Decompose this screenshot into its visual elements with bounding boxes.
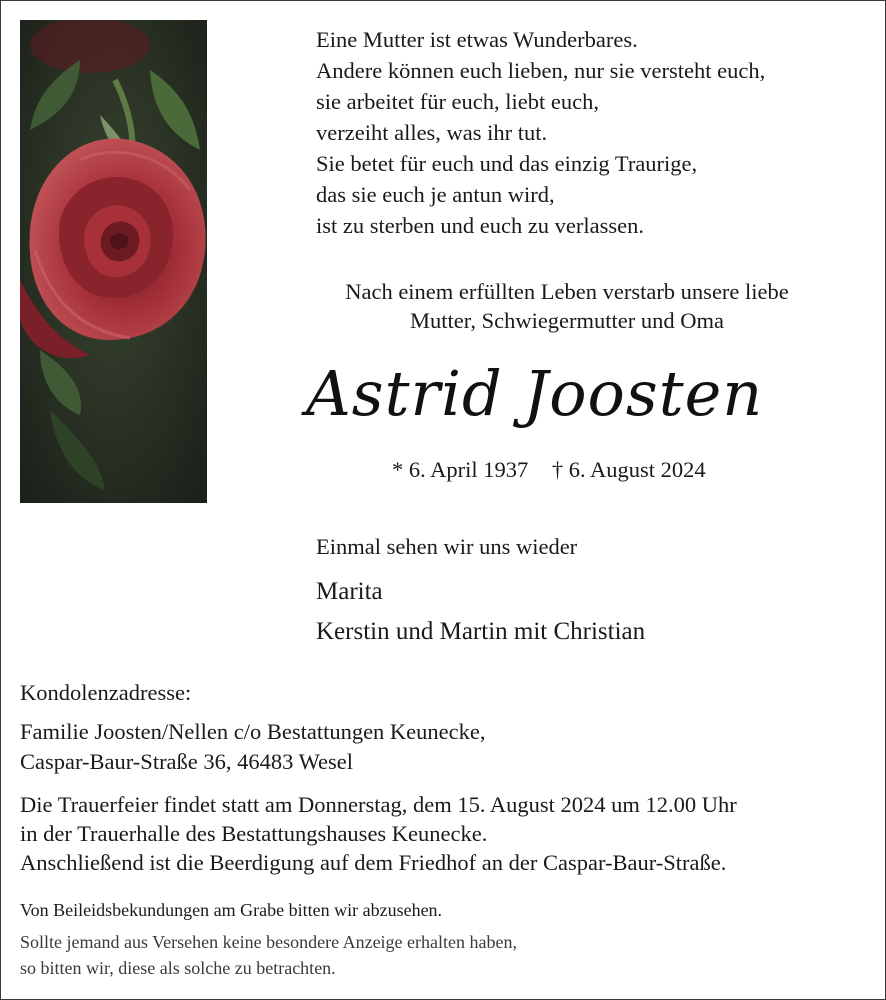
condolence-address-line-2: Caspar-Baur-Straße 36, 46483 Wesel <box>20 749 354 774</box>
notice-note <box>20 929 517 981</box>
announcement-line-2: Mutter, Schwiegermutter und Oma <box>409 308 725 333</box>
condolence-request-note: Von Beileidsbekundungen am Grabe bitten wir abzusehen. <box>20 900 443 920</box>
condolence-address <box>20 678 486 777</box>
poem-line: Sie betet für euch und das einzig Traurige, <box>316 151 698 176</box>
poem-line: das sie euch je antun wird, <box>316 182 555 207</box>
ceremony-line: Die Trauerfeier findet statt am Donnerstag, dem 15. August 2024 um 12.00 Uhr <box>20 792 737 817</box>
deceased-name: Astrid Joosten <box>306 357 764 430</box>
announcement-line-1: Nach einem erfüllten Leben verstarb unsere liebe <box>345 279 789 304</box>
poem-line: Eine Mutter ist etwas Wunderbares. <box>316 27 638 52</box>
life-dates <box>392 455 706 485</box>
birth-date: * 6. April 1937 <box>392 457 529 482</box>
poem <box>316 24 765 241</box>
ceremony-info <box>20 790 737 877</box>
motto: Einmal sehen wir uns wieder <box>316 534 578 559</box>
poem-line: Andere können euch lieben, nur sie versteht euch, <box>316 58 766 83</box>
poem-line: ist zu sterben und euch zu verlassen. <box>316 213 645 238</box>
notice-line-2: so bitten wir, diese als solche zu betrachten. <box>20 958 336 978</box>
mourner-line: Marita <box>316 578 383 605</box>
notice-line-1: Sollte jemand aus Versehen keine besondere Anzeige erhalten haben, <box>20 932 517 952</box>
condolence-address-line-1: Familie Joosten/Nellen c/o Bestattungen Keunecke, <box>20 719 486 744</box>
death-date: † 6. August 2024 <box>551 457 706 482</box>
ceremony-line: Anschließend ist die Beerdigung auf dem Friedhof an der Caspar-Baur-Straße. <box>20 850 727 875</box>
ceremony-line: in der Trauerhalle des Bestattungshauses Keunecke. <box>20 821 488 846</box>
poem-line: sie arbeitet für euch, liebt euch, <box>316 89 599 114</box>
announcement <box>292 277 842 335</box>
mourners <box>316 572 645 652</box>
poem-line: verzeiht alles, was ihr tut. <box>316 120 548 145</box>
mourner-line: Kerstin und Martin mit Christian <box>316 618 646 645</box>
condolence-label: Kondolenzadresse: <box>20 680 192 705</box>
red-rose-image <box>20 20 207 503</box>
